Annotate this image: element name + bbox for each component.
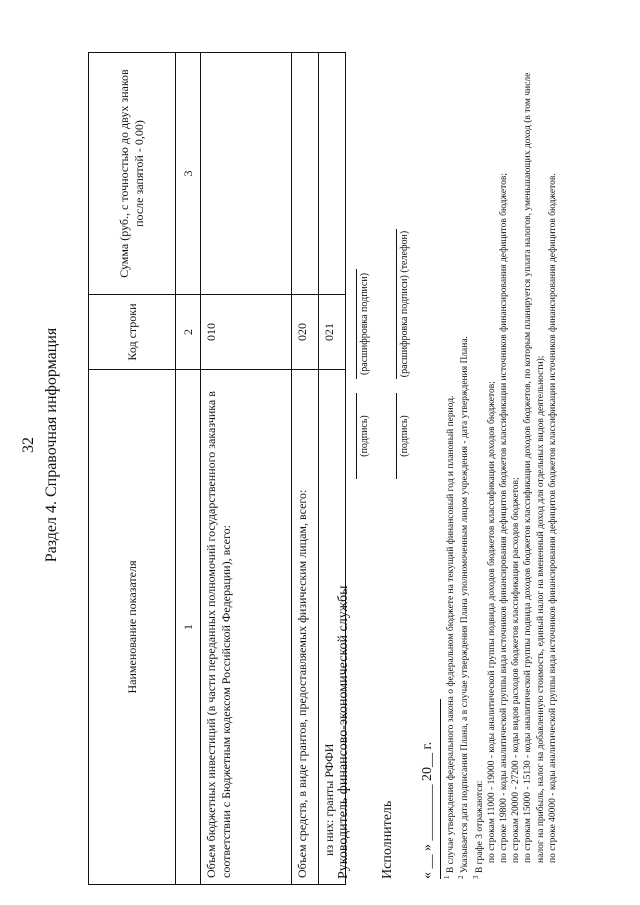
page-number: 32: [20, 437, 37, 453]
row-code: 021: [319, 295, 346, 370]
row-code: 010: [201, 295, 292, 370]
head-signature-field[interactable]: (подпись): [356, 393, 370, 479]
column-numbering-row: [176, 53, 201, 885]
footnote-3-item: по строкам 11000 - 19000 - коды аналитической группы подвида доходов бюджетов классификации доходов бюджетов;: [486, 381, 497, 863]
footnote-mark: 3: [471, 875, 480, 879]
executor-label: Исполнитель: [380, 800, 395, 879]
footnote-3-item: по строкам 15000 - 15130 - коды аналитической группы подвида доходов бюджетов классификации доходов бюджетов, по которым планируется уплата налогов, уменьшающих доход (в том числе налог на прибыль, налог на добавленную стоимость, единый налог на вмененный доход для отдельных видов деятельности);: [523, 72, 546, 863]
table-header-row: [89, 53, 176, 885]
executor-name-phone-field[interactable]: (расшифровка подписи) (телефон): [396, 229, 410, 379]
table-row: [292, 53, 319, 885]
footnote-text: В графе 3 отражаются:: [474, 780, 485, 874]
footnote-mark: 1: [443, 875, 451, 879]
header-indicator-name: Наименование показателя: [89, 370, 176, 885]
footnotes: [440, 69, 559, 879]
column-number: 3: [176, 53, 201, 295]
row-indicator-name: Объем бюджетных инвестиций (в части переданных полномочий государственного заказчика в соответствии с Бюджетным кодексом Российской Федерации), всего:: [201, 370, 292, 885]
signature-block: [330, 59, 418, 879]
footnote-3-item: по строке 40000 - коды аналитической группы вида источников финансирования дефицитов бюджетов классификации источников финансирования дефицитов бюджетов.: [547, 173, 558, 863]
date-line[interactable]: « __ » ________ 20__ г.: [420, 741, 435, 879]
column-number: 2: [176, 295, 201, 370]
header-row-code: Код строки: [89, 295, 176, 370]
footnote-divider: [440, 699, 441, 879]
executor-signature-row: [374, 59, 418, 879]
row-code: 020: [292, 295, 319, 370]
footnote-3: [472, 69, 486, 879]
section-title: Раздел 4. Справочная информация: [43, 327, 60, 563]
table-row: [201, 53, 292, 885]
row-indicator-name: Объем средств, в виде грантов, предоставляемых физическим лицам, всего:: [292, 370, 319, 885]
footnote-3-item: по строкам 20000 - 27200 - коды видов расходов бюджетов классификации расходов бюджетов;: [511, 477, 522, 863]
footnote-2: [457, 69, 471, 879]
row-indicator-name: из них: гранты РФФИ: [319, 370, 346, 885]
column-number: 1: [176, 370, 201, 885]
footnote-text: В случае утверждения федерального закона о федеральном бюджете на текущий финансовый год и плановый период.: [446, 395, 457, 874]
header-sum: Сумма (руб., с точностью до двух знаков после запятой - 0,00): [89, 53, 176, 295]
row-sum-cell[interactable]: [292, 53, 319, 295]
head-of-finance-label: Руководитель финансово-экономической службы: [336, 585, 351, 879]
footnote-1: [443, 69, 457, 879]
head-name-field[interactable]: (расшифровка подписи): [356, 269, 370, 379]
head-signature-row: [330, 59, 374, 879]
footnote-text: Указывается дата подписания Плана, а в случае утверждения Плана уполномоченным лицом учреждения - дата утверждения Плана.: [460, 336, 471, 874]
executor-signature-field[interactable]: (подпись): [396, 393, 410, 479]
row-sum-cell[interactable]: [201, 53, 292, 295]
footnote-mark: 2: [457, 875, 466, 879]
footnote-3-item: по строке 19800 - коды аналитической группы вида источников финансирования дефицитов бюджетов классификации источников финансирования дефицитов бюджетов;: [499, 172, 510, 863]
reference-info-table: [88, 52, 346, 885]
